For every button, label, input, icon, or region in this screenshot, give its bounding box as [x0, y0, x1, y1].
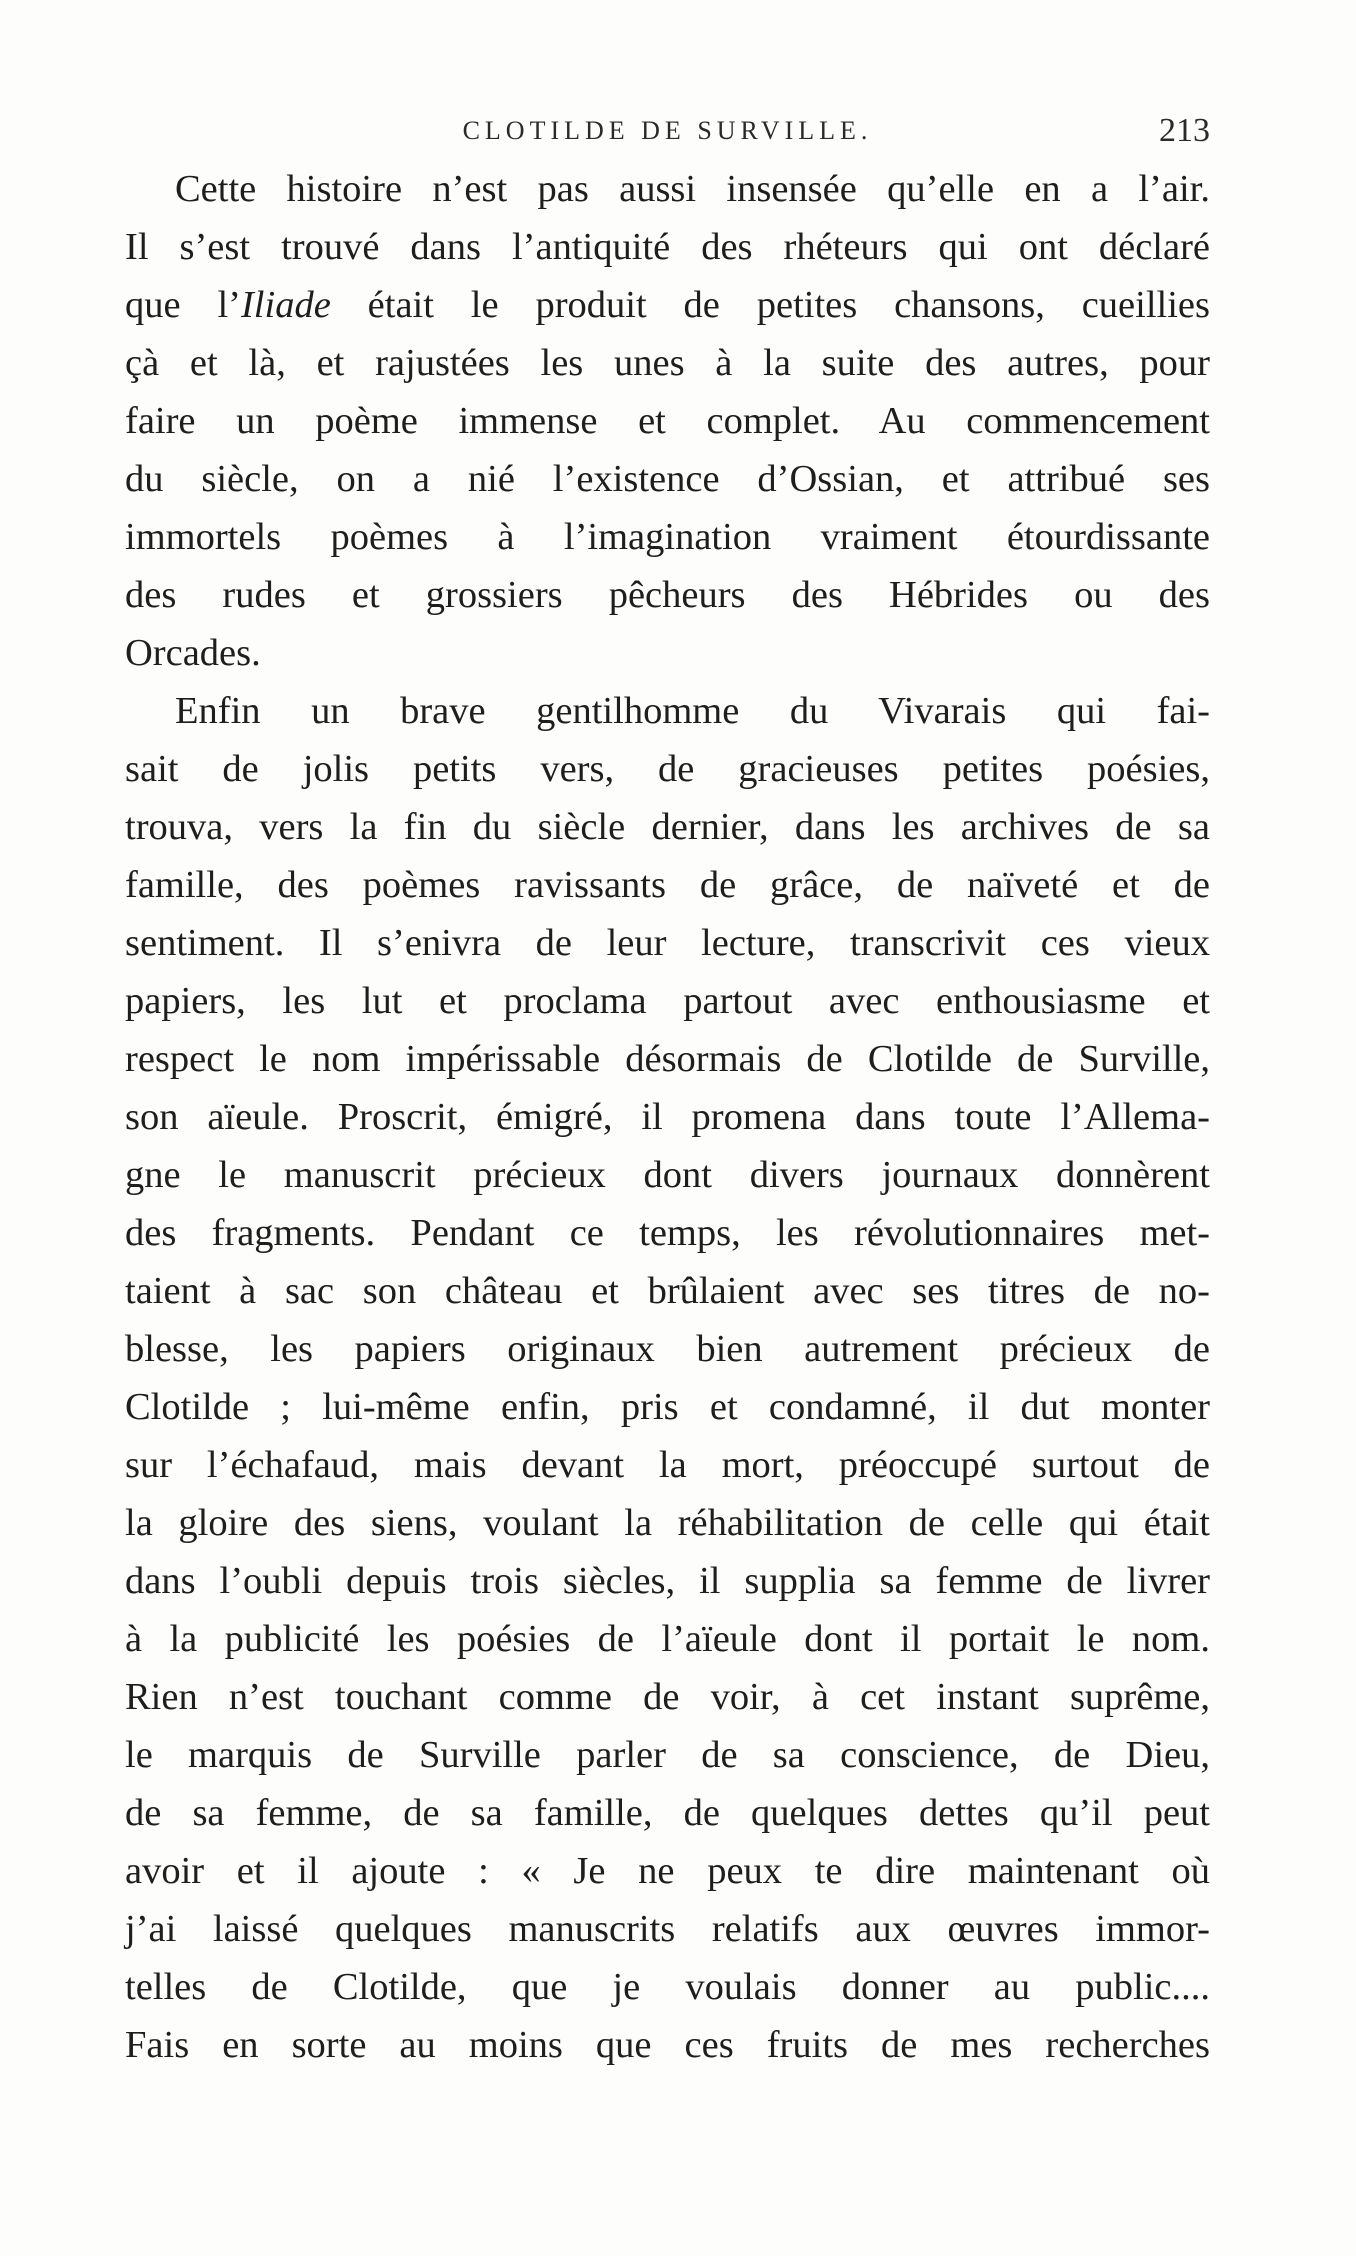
text-line: Orcades. — [125, 632, 261, 674]
text-line: des fragments. Pendant ce temps, les révolutionnaires met- — [125, 1212, 1210, 1254]
text-line: à la publicité les poésies de l’aïeule dont il portait le nom. — [125, 1618, 1210, 1660]
text-line: sentiment. Il s’enivra de leur lecture, transcrivit ces vieux — [125, 922, 1210, 964]
text-line: du siècle, on a nié l’existence d’Ossian, et attribué ses — [125, 458, 1210, 500]
text-line: Rien n’est touchant comme de voir, à cet instant suprême, — [125, 1676, 1210, 1718]
italic-title: Iliade — [240, 284, 331, 326]
text-line: Cette histoire n’est pas aussi insensée qu’elle en a l’air. — [175, 168, 1210, 210]
text-line: avoir et il ajoute : « Je ne peux te dire maintenant où — [125, 1850, 1210, 1892]
text-line: telles de Clotilde, que je voulais donner au public.... — [125, 1966, 1210, 2008]
text-line: son aïeule. Proscrit, émigré, il promena dans toute l’Allema- — [125, 1096, 1210, 1138]
text-fragment: que l’ — [125, 284, 241, 326]
running-head — [125, 112, 1210, 152]
text-line: trouva, vers la fin du siècle dernier, dans les archives de sa — [125, 806, 1210, 848]
text-line: Enfin un brave gentilhomme du Vivarais qui fai- — [175, 690, 1210, 732]
text-line: des rudes et grossiers pêcheurs des Hébrides ou des — [125, 574, 1210, 616]
text-line: gne le manuscrit précieux dont divers journaux donnèrent — [125, 1154, 1210, 1196]
text-line: j’ai laissé quelques manuscrits relatifs aux œuvres immor- — [125, 1908, 1210, 1950]
text-line: le marquis de Surville parler de sa conscience, de Dieu, — [125, 1734, 1210, 1776]
text-line: blesse, les papiers originaux bien autrement précieux de — [125, 1328, 1210, 1370]
text-line: Fais en sorte au moins que ces fruits de mes recherches — [125, 2024, 1210, 2066]
text-line: çà et là, et rajustées les unes à la suite des autres, pour — [125, 342, 1210, 384]
text-line: taient à sac son château et brûlaient avec ses titres de no- — [125, 1270, 1210, 1312]
text-line: Il s’est trouvé dans l’antiquité des rhéteurs qui ont déclaré — [125, 226, 1210, 268]
running-title: CLOTILDE DE SURVILLE. — [462, 116, 873, 145]
text-line: dans l’oubli depuis trois siècles, il supplia sa femme de livrer — [125, 1560, 1210, 1602]
text-line: famille, des poèmes ravissants de grâce, de naïveté et de — [125, 864, 1210, 906]
text-line — [125, 276, 1210, 334]
text-line: la gloire des siens, voulant la réhabilitation de celle qui était — [125, 1502, 1210, 1544]
body-text — [125, 160, 1210, 2074]
text-line: papiers, les lut et proclama partout avec enthousiasme et — [125, 980, 1210, 1022]
text-line: sur l’échafaud, mais devant la mort, préoccupé surtout de — [125, 1444, 1210, 1486]
text-line: sait de jolis petits vers, de gracieuses petites poésies, — [125, 748, 1210, 790]
text-line: respect le nom impérissable désormais de Clotilde de Surville, — [125, 1038, 1210, 1080]
text-line: Clotilde ; lui-même enfin, pris et condamné, il dut monter — [125, 1386, 1210, 1428]
page-number: 213 — [1159, 112, 1210, 149]
text-line: faire un poème immense et complet. Au commencement — [125, 400, 1210, 442]
text-line: de sa femme, de sa famille, de quelques dettes qu’il peut — [125, 1792, 1210, 1834]
text-line: immortels poèmes à l’imagination vraiment étourdissante — [125, 516, 1210, 558]
text-fragment: était le produit de petites chansons, cueillies — [330, 284, 1211, 326]
